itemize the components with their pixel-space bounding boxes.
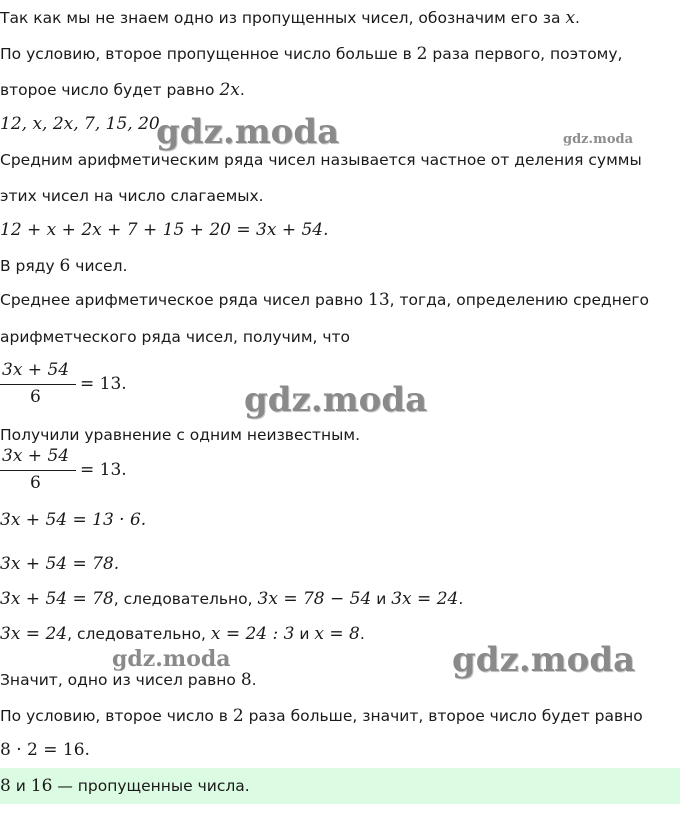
- math-expression: 8: [240, 670, 252, 690]
- math-expression: 12 + x + 2x + 7 + 15 + 20 = 3x + 54.: [0, 220, 329, 240]
- text-line: [0, 80, 245, 100]
- text-line: [0, 290, 649, 310]
- fraction: [0, 446, 80, 496]
- text-line: [0, 150, 642, 170]
- text: Средним арифметическим ряда чисел называется частное от деления суммы: [0, 151, 642, 169]
- math-expression: 3x = 78 − 54: [257, 589, 372, 609]
- math-expression: 2: [416, 44, 428, 64]
- math-line: [0, 220, 329, 240]
- math-expression: 8: [0, 776, 11, 796]
- math-expression: = 13.: [80, 460, 127, 480]
- math-expression: x = 24 : 3: [210, 624, 295, 644]
- watermark: gdz.moda: [244, 380, 428, 420]
- text: Так как мы не знаем одно из пропущенных чисел, обозначим его за: [0, 9, 566, 27]
- text: В ряду: [0, 257, 60, 275]
- answer-highlight: [0, 768, 680, 804]
- math-expression: 3x + 54 = 78: [0, 589, 114, 609]
- text-line: [0, 425, 360, 445]
- math-expression: 12, x, 2x, 7, 15, 20.: [0, 114, 166, 134]
- text: Получили уравнение с одним неизвестным.: [0, 426, 361, 444]
- text: этих чисел на число слагаемых.: [0, 187, 264, 205]
- watermark: gdz.moda: [112, 646, 231, 672]
- math-expression: 3x + 54 = 78.: [0, 554, 120, 574]
- math-expression: 3x = 24: [391, 589, 459, 609]
- text-line: [0, 706, 643, 726]
- text: .: [239, 81, 245, 99]
- math-line: [0, 740, 90, 760]
- fraction-numerator: 3x + 54: [2, 360, 70, 380]
- text: , тогда, определению среднего: [389, 291, 650, 309]
- math-expression: 6: [59, 256, 71, 276]
- math-line: [0, 554, 119, 574]
- text: раза больше, значит, второе число будет равно: [243, 707, 643, 725]
- text: , следовательно,: [113, 590, 258, 608]
- answer-line: [0, 776, 250, 796]
- text-line: [0, 8, 580, 28]
- text: .: [359, 625, 365, 643]
- text: .: [458, 590, 464, 608]
- text: По условию, второе пропущенное число больше в: [0, 45, 417, 63]
- text-line: [0, 589, 463, 609]
- fraction-denominator: 6: [30, 387, 41, 407]
- math-line: [0, 510, 146, 530]
- text: и: [371, 590, 392, 608]
- math-line: [0, 114, 165, 134]
- math-expression: x: [565, 8, 576, 28]
- math-expression: 16: [30, 776, 53, 796]
- text: Среднее арифметическое ряда чисел равно: [0, 291, 369, 309]
- text: Значит, одно из чисел равно: [0, 671, 241, 689]
- text: и: [294, 625, 315, 643]
- text-line: [0, 327, 350, 347]
- math-expression: 3x + 54 = 13 · 6.: [0, 510, 147, 530]
- text: .: [251, 671, 257, 689]
- text: — пропущенные числа.: [52, 777, 250, 795]
- text: , следовательно,: [67, 625, 211, 643]
- fraction-denominator: 6: [30, 473, 41, 493]
- text: .: [575, 9, 580, 27]
- watermark: gdz.moda: [563, 132, 634, 147]
- math-expression: = 13.: [80, 374, 127, 394]
- fraction-bar: [0, 470, 76, 471]
- math-expression: 2x: [219, 80, 240, 100]
- watermark: gdz.moda: [452, 640, 636, 680]
- text: По условию, второе число в: [0, 707, 233, 725]
- fraction-numerator: 3x + 54: [2, 446, 70, 466]
- text: раза первого, поэтому,: [427, 45, 623, 63]
- text-line: [0, 256, 127, 276]
- text-line: [0, 670, 257, 690]
- text-line: [0, 624, 365, 644]
- text: второе число будет равно: [0, 81, 220, 99]
- fraction-bar: [0, 384, 76, 385]
- text: и: [10, 777, 31, 795]
- fraction: [0, 360, 80, 410]
- math-expression: 13: [368, 290, 390, 310]
- math-expression: 2: [232, 706, 244, 726]
- text-line: [0, 186, 264, 206]
- math-expression: x = 8: [314, 624, 360, 644]
- text: арифметческого ряда чисел, получим, что: [0, 328, 351, 346]
- text: чисел.: [70, 257, 128, 275]
- watermark: gdz.moda: [156, 112, 340, 152]
- text-line: [0, 44, 622, 64]
- math-expression: 3x = 24: [0, 624, 68, 644]
- math-expression: 8 · 2 = 16.: [0, 740, 90, 760]
